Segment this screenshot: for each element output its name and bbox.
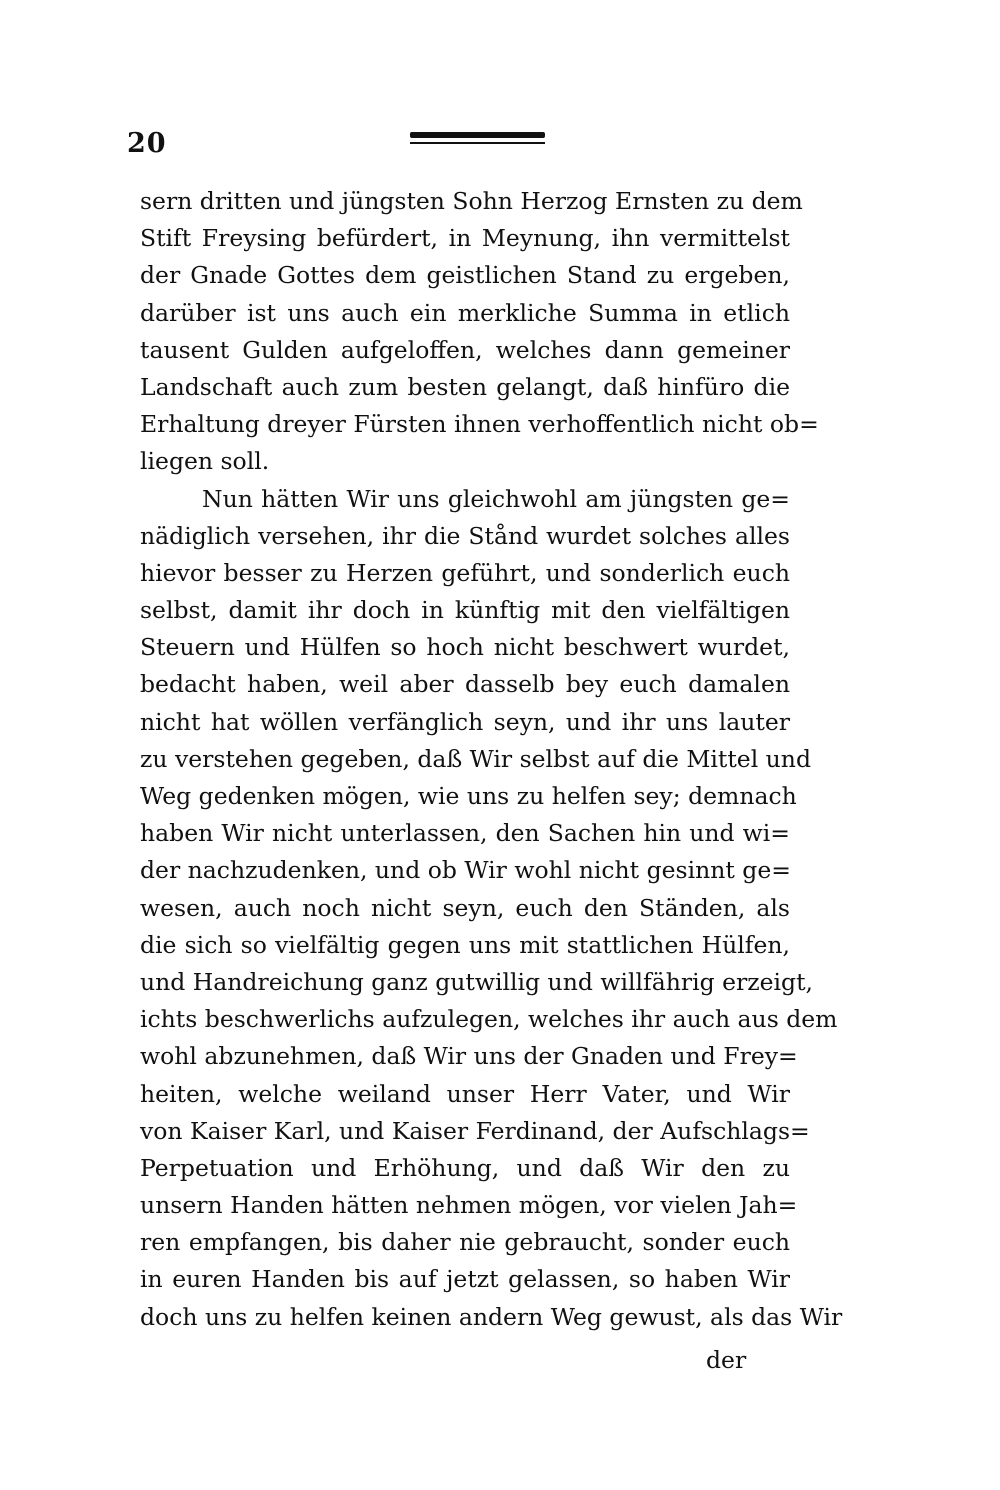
text-line: von Kaiser Karl, und Kaiser Ferdinand, der Aufschlags= xyxy=(140,1116,810,1145)
text-line: nädiglich versehen, ihr die Stånd wurdet solches alles xyxy=(140,521,790,550)
text-line: bedacht haben, weil aber dasselb bey euch damalen xyxy=(140,670,790,699)
text-line: darüber ist uns auch ein merkliche Summa in etlich xyxy=(140,298,790,327)
text-line: nicht hat wöllen verfänglich seyn, und ihr uns lauter xyxy=(140,707,790,736)
text-line: ichts beschwerlichs aufzulegen, welches ihr auch aus dem xyxy=(140,1005,838,1034)
text-line: doch uns zu helfen keinen andern Weg gewust, als das Wir xyxy=(140,1302,843,1331)
text-line: und Handreichung ganz gutwillig und willfährig erzeigt, xyxy=(140,967,814,996)
text-line: der nachzudenken, und ob Wir wohl nicht gesinnt ge= xyxy=(140,856,791,885)
text-line: der Gnade Gottes dem geistlichen Stand zu ergeben, xyxy=(140,261,790,290)
text-line: ren empfangen, bis daher nie gebraucht, sonder euch xyxy=(140,1228,790,1257)
text-line: unsern Handen hätten nehmen mögen, vor vielen Jah= xyxy=(140,1191,798,1220)
text-line: wesen, auch noch nicht seyn, euch den Ständen, als xyxy=(140,893,790,922)
text-line: wohl abzunehmen, daß Wir uns der Gnaden und Frey= xyxy=(140,1042,798,1071)
text-line: Erhaltung dreyer Fürsten ihnen verhoffentlich nicht ob= xyxy=(140,410,819,439)
header-rule-thin xyxy=(410,142,545,144)
text-line: heiten, welche weiland unser Herr Vater, und Wir xyxy=(140,1079,790,1108)
text-line: selbst, damit ihr doch in künftig mit den vielfältigen xyxy=(140,596,790,625)
text-line: tausent Gulden aufgeloffen, welches dann gemeiner xyxy=(140,335,790,364)
text-line: haben Wir nicht unterlassen, den Sachen hin und wi= xyxy=(140,819,790,848)
page-number: 20 xyxy=(127,128,167,159)
text-line: Steuern und Hülfen so hoch nicht beschwert wurdet, xyxy=(140,633,790,662)
text-line: Landschaft auch zum besten gelangt, daß hinfüro die xyxy=(140,372,790,401)
header-rule xyxy=(410,132,545,144)
text-line: Nun hätten Wir uns gleichwohl am jüngsten ge= xyxy=(202,484,790,513)
text-line: in euren Handen bis auf jetzt gelassen, so haben Wir xyxy=(140,1265,790,1294)
text-line: die sich so vielfältig gegen uns mit stattlichen Hülfen, xyxy=(140,930,790,959)
text-line: zu verstehen gegeben, daß Wir selbst auf die Mittel und xyxy=(140,744,811,773)
text-line: Weg gedenken mögen, wie uns zu helfen sey; demnach xyxy=(140,782,797,810)
text-line: Stift Freysing befürdert, in Meynung, ihn vermittelst xyxy=(140,224,790,253)
text-line: hievor besser zu Herzen geführt, und sonderlich euch xyxy=(140,558,790,587)
text-line: sern dritten und jüngsten Sohn Herzog Ernsten zu dem xyxy=(140,187,803,215)
header-rule-thick xyxy=(410,132,545,138)
body-text xyxy=(140,183,843,1336)
catchword: der xyxy=(706,1346,747,1374)
text-line: liegen soll. xyxy=(140,447,270,476)
text-line: Perpetuation und Erhöhung, und daß Wir den zu xyxy=(140,1153,790,1182)
